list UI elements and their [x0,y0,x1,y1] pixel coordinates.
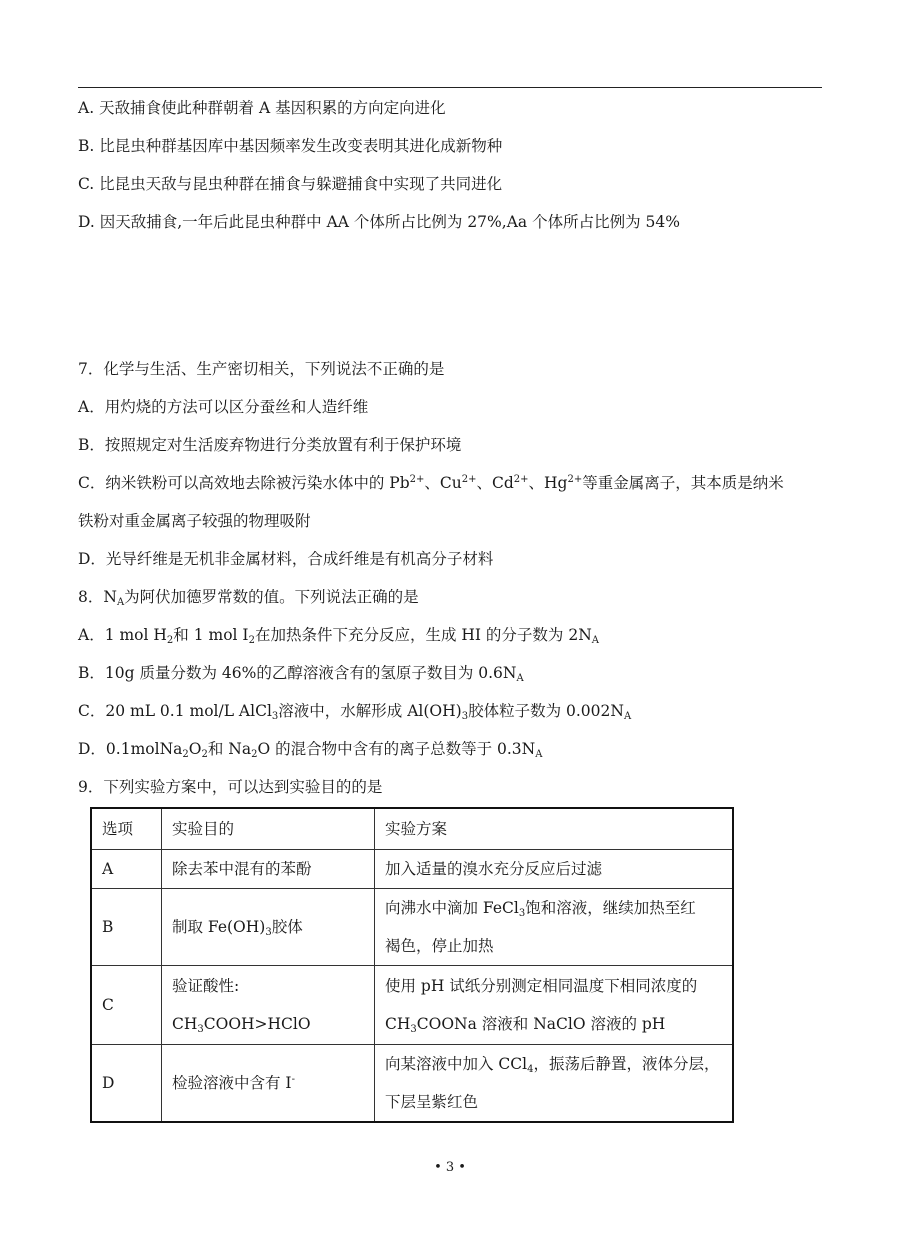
q8-option-a: A．1 mol $H_2$和 1 mol $I_2$在加热条件下充分反应，生成 HI 的分子数为 $2N_A$ [78,626,600,646]
row-plan: 向某溶液中加入 CCl$_4$，振荡后静置，液体分层， 下层呈紫红色 [375,1045,734,1123]
row-goal: 除去苯中混有的苯酚 [162,850,375,889]
q8-option-c: C．20 mL 0.1 mol/L AlCl$_3$溶液中，水解形成 $Al(OH)_3$胶体粒子数为 $0.002N_A$ [78,702,632,722]
row-goal: 检验溶液中含有 I- [162,1045,375,1123]
table-header-row [91,808,733,850]
row-plan: 加入适量的溴水充分反应后过滤 [375,850,734,889]
q9-stem: 9．下列实验方案中，可以达到实验目的的是 [78,778,383,796]
q7-option-a: A．用灼烧的方法可以区分蚕丝和人造纤维 [78,398,369,416]
top-rule [78,87,822,88]
row-goal: 制取 $Fe(OH)_3$胶体 [162,889,375,966]
q8-option-b: B．10g 质量分数为 46%的乙醇溶液含有的氢原子数目为 $0.6N_A$ [78,664,524,684]
row-option: B [91,889,162,966]
table-row [91,966,733,1045]
table-row [91,850,733,889]
experiment-table [90,807,734,1123]
header-goal: 实验目的 [162,808,375,850]
q7-option-c: C．纳米铁粉可以高效地去除被污染水体中的 $Pb^{2+}$、$Cu^{2+}$、$Cd^{2+}$、$Hg^{2+}$等重金属离子，其本质是纳米 [78,474,784,492]
row-goal: 验证酸性: $CH_3COOH>HClO$ [162,966,375,1045]
header-plan: 实验方案 [375,808,734,850]
row-option: A [91,850,162,889]
row-plan: 使用 pH 试纸分别测定相同温度下相同浓度的 $CH_3COONa$ 溶液和 NaClO 溶液的 pH [375,966,734,1045]
q7-option-d: D．光导纤维是无机非金属材料，合成纤维是有机高分子材料 [78,550,494,568]
page-number: • 3 • [434,1160,466,1175]
q6-option-d: D. 因天敌捕食,一年后此昆虫种群中 AA 个体所占比例为 27%,Aa 个体所占比例为 54% [78,213,680,231]
table-row [91,1045,733,1123]
q8-stem: 8．$N_A$为阿伏加德罗常数的值。下列说法正确的是 [78,588,419,608]
q6-option-c: C. 比昆虫天敌与昆虫种群在捕食与躲避捕食中实现了共同进化 [78,175,503,193]
q6-option-a: A. 天敌捕食使此种群朝着 A 基因积累的方向定向进化 [78,99,446,117]
row-option: C [91,966,162,1045]
q7-stem: 7．化学与生活、生产密切相关，下列说法不正确的是 [78,360,445,378]
row-plan: 向沸水中滴加 FeCl$_3$饱和溶液，继续加热至红 褐色，停止加热 [375,889,734,966]
q7-option-b: B．按照规定对生活废弃物进行分类放置有利于保护环境 [78,436,462,454]
header-option: 选项 [91,808,162,850]
row-option: D [91,1045,162,1123]
q8-option-d: D．$0.1molNa_2O_2$和 $Na_2O$ 的混合物中含有的离子总数等于 $0.3N_A$ [78,740,543,760]
q7-option-c-continued: 铁粉对重金属离子较强的物理吸附 [78,512,311,530]
q6-option-b: B. 比昆虫种群基因库中基因频率发生改变表明其进化成新物种 [78,137,503,155]
table-row [91,889,733,966]
